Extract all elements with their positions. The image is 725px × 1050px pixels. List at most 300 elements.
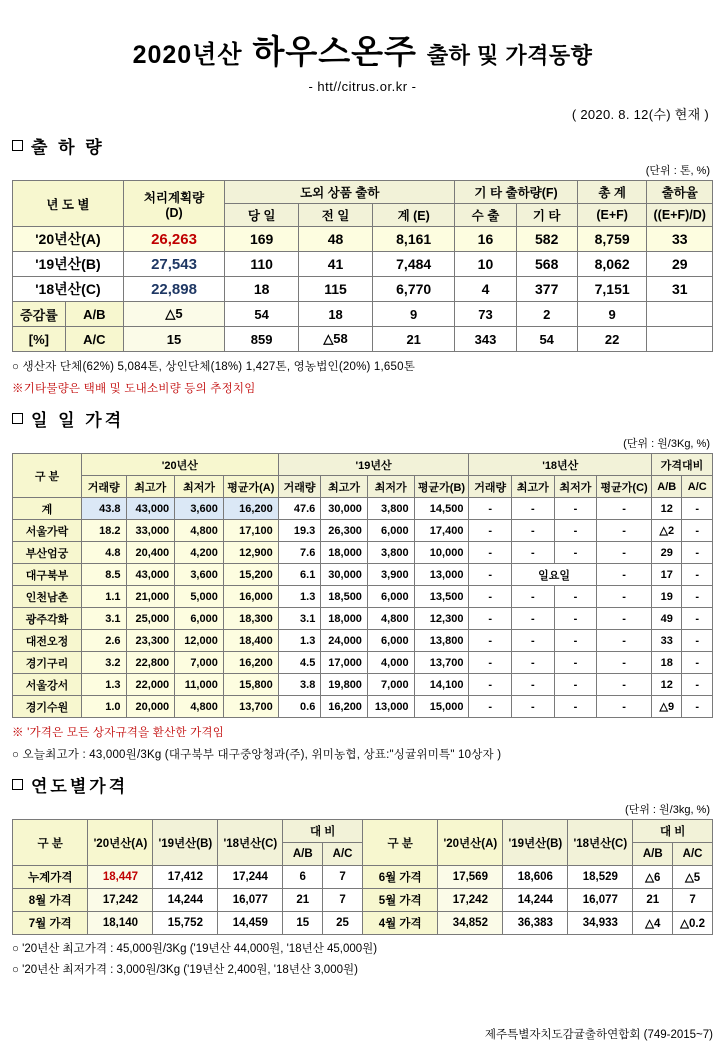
row-label: 인천남촌 [13, 586, 82, 608]
header-vol-20: 거래량 [81, 476, 126, 498]
cell-avg-18: - [597, 586, 652, 608]
cell-vol-18: - [469, 696, 512, 718]
cell-low-19: 6,000 [367, 586, 414, 608]
cell-avg-19: 14,500 [414, 498, 469, 520]
header-year: 년 도 별 [13, 181, 124, 227]
header-avg-b: 평균가(B) [414, 476, 469, 498]
cell-vol-20: 3.1 [81, 608, 126, 630]
cell-avg-19: 13,800 [414, 630, 469, 652]
cell-low-20: 3,600 [175, 498, 224, 520]
header-other: 기 타 출하량(F) [455, 181, 577, 204]
header-y19: '19년산 [278, 454, 469, 476]
daily-price-table [12, 453, 713, 718]
cell-high-20: 21,000 [126, 586, 175, 608]
cell-etc: 582 [516, 227, 577, 252]
cell-plan: 22,898 [123, 277, 224, 302]
section3-note-1: ○ '20년산 최고가격 : 45,000원/3Kg ('19년산 44,000원, '18년산 45,000원) [12, 943, 378, 955]
cell-ac: - [682, 652, 713, 674]
cell-avg-19: 14,100 [414, 674, 469, 696]
cell-ac: - [682, 630, 713, 652]
table-row [13, 912, 713, 935]
cell-ab: 17 [652, 564, 682, 586]
row-label: 대구북부 [13, 564, 82, 586]
cell-y18-right: 16,077 [568, 889, 633, 912]
cell-avg-20: 17,100 [223, 520, 278, 542]
cell-high-19: 24,000 [321, 630, 368, 652]
cell-low-19: 6,000 [367, 520, 414, 542]
cell-plan: △5 [123, 302, 224, 327]
cell-low-20: 5,000 [175, 586, 224, 608]
header-y18-right: '18년산(C) [568, 820, 633, 866]
cell-avg-18: - [597, 674, 652, 696]
cell-avg-18: - [597, 520, 652, 542]
cell-sum-e: 9 [373, 302, 455, 327]
cell-avg-18: - [597, 608, 652, 630]
cell-low-18: - [554, 542, 597, 564]
cell-low-19: 4,000 [367, 652, 414, 674]
header-compare: 가격대비 [652, 454, 713, 476]
row-label-left: 누계가격 [13, 866, 88, 889]
table-row [13, 889, 713, 912]
cell-avg-18: - [597, 498, 652, 520]
cell-avg-20: 12,900 [223, 542, 278, 564]
cell-vol-20: 3.2 [81, 652, 126, 674]
cell-low-18: - [554, 498, 597, 520]
cell-vol-19: 3.1 [278, 608, 321, 630]
header-low-18: 최저가 [554, 476, 597, 498]
growth-label: 증감률 [13, 302, 66, 327]
cell-total: 22 [577, 327, 647, 352]
cell-rate [647, 327, 713, 352]
cell-low-19: 6,000 [367, 630, 414, 652]
row-label: 경기수원 [13, 696, 82, 718]
header-etc: 기 타 [516, 204, 577, 227]
cell-high-20: 20,400 [126, 542, 175, 564]
cell-vol-20: 1.3 [81, 674, 126, 696]
cell-y20-right: 17,569 [438, 866, 503, 889]
cell-export: 10 [455, 252, 516, 277]
header-ab-left: A/B [283, 843, 323, 866]
cell-low-18: - [554, 520, 597, 542]
cell-vol-18: - [469, 498, 512, 520]
cell-y18-left: 14,459 [218, 912, 283, 935]
cell-avg-19: 13,000 [414, 564, 469, 586]
cell-ab-right: 21 [633, 889, 673, 912]
cell-y19-right: 36,383 [503, 912, 568, 935]
cell-plan: 15 [123, 327, 224, 352]
document-title [12, 26, 713, 73]
cell-ac-right: △0.2 [673, 912, 713, 935]
cell-ac-left: 25 [323, 912, 363, 935]
cell-ab-right: △4 [633, 912, 673, 935]
cell-avg-18: - [597, 696, 652, 718]
cell-avg-19: 13,700 [414, 652, 469, 674]
header-export: 수 출 [455, 204, 516, 227]
cell-low-20: 6,000 [175, 608, 224, 630]
cell-low-20: 4,800 [175, 696, 224, 718]
as-of-date: ( 2020. 8. 12(수) 현재 ) [571, 107, 709, 122]
cell-high-19: 18,000 [321, 542, 368, 564]
header-rate: 출하율 [647, 181, 713, 204]
header-total-ef: (E+F) [577, 204, 647, 227]
cell-avg-20: 18,400 [223, 630, 278, 652]
cell-avg-20: 13,700 [223, 696, 278, 718]
cell-high-19: 30,000 [321, 564, 368, 586]
cell-vol-19: 1.3 [278, 630, 321, 652]
cell-vol-20: 1.0 [81, 696, 126, 718]
cell-high-20: 25,000 [126, 608, 175, 630]
cell-y20-left: 18,447 [88, 866, 153, 889]
table-row-growth [13, 302, 713, 327]
header-low-20: 최저가 [175, 476, 224, 498]
cell-sum-e: 7,484 [373, 252, 455, 277]
table-header-row [13, 181, 713, 204]
section2-unit: (단위 : 원/3Kg, %) [623, 438, 710, 450]
header-ac: A/C [682, 476, 713, 498]
cell-rate: 29 [647, 252, 713, 277]
header-avg-c: 평균가(C) [597, 476, 652, 498]
cell-rate [647, 302, 713, 327]
cell-avg-20: 18,300 [223, 608, 278, 630]
cell-ab: 18 [652, 652, 682, 674]
cell-vol-18: - [469, 608, 512, 630]
cell-high-19: 18,000 [321, 608, 368, 630]
header-ab-right: A/B [633, 843, 673, 866]
cell-vol-19: 1.3 [278, 586, 321, 608]
cell-ab: 12 [652, 674, 682, 696]
cell-high-18: - [512, 608, 555, 630]
section-yearlyprice-heading [12, 772, 713, 797]
header-high-20: 최고가 [126, 476, 175, 498]
row-label-left: 7월 가격 [13, 912, 88, 935]
cell-ac-right: △5 [673, 866, 713, 889]
shipment-table [12, 180, 713, 352]
cell-vol-20: 43.8 [81, 498, 126, 520]
cell-avg-19: 17,400 [414, 520, 469, 542]
cell-y20-right: 17,242 [438, 889, 503, 912]
header-plan: 처리계획량 (D) [123, 181, 224, 227]
cell-ab: 29 [652, 542, 682, 564]
cell-vol-18: - [469, 564, 512, 586]
header-today: 당 일 [225, 204, 299, 227]
square-bullet-icon [12, 779, 23, 790]
cell-low-18: - [554, 586, 597, 608]
cell-avg-18: - [597, 652, 652, 674]
cell-sum-e: 6,770 [373, 277, 455, 302]
header-y20-left: '20년산(A) [88, 820, 153, 866]
table-row [13, 277, 713, 302]
cell-prev: 48 [299, 227, 373, 252]
cell-ac: - [682, 674, 713, 696]
section1-note-1: ○ 생산자 단체(62%) 5,084톤, 상인단체(18%) 1,427톤, 영농법인(20%) 1,650톤 [12, 361, 416, 373]
cell-avg-18: - [597, 564, 652, 586]
cell-high-18: 일요일 [512, 564, 597, 586]
cell-vol-19: 19.3 [278, 520, 321, 542]
row-label: '19년산(B) [13, 252, 124, 277]
row-label-right: 4월 가격 [362, 912, 437, 935]
header-y20: '20년산 [81, 454, 278, 476]
cell-high-18: - [512, 498, 555, 520]
cell-high-19: 16,200 [321, 696, 368, 718]
cell-ab: 33 [652, 630, 682, 652]
table-row [13, 542, 713, 564]
cell-prev: △58 [299, 327, 373, 352]
cell-today: 859 [225, 327, 299, 352]
cell-ac: - [682, 586, 713, 608]
header-total: 총 계 [577, 181, 647, 204]
table-header-row [13, 820, 713, 843]
growth-key: A/B [65, 302, 123, 327]
growth-key: A/C [65, 327, 123, 352]
cell-export: 73 [455, 302, 516, 327]
cell-low-18: - [554, 652, 597, 674]
cell-today: 54 [225, 302, 299, 327]
cell-y20-right: 34,852 [438, 912, 503, 935]
row-label: 경기구리 [13, 652, 82, 674]
cell-high-20: 20,000 [126, 696, 175, 718]
section-dailyprice-heading [12, 406, 713, 431]
cell-high-20: 43,000 [126, 564, 175, 586]
cell-high-18: - [512, 586, 555, 608]
cell-today: 18 [225, 277, 299, 302]
header-rate-formula: ((E+F)/D) [647, 204, 713, 227]
cell-low-18: - [554, 696, 597, 718]
cell-export: 343 [455, 327, 516, 352]
cell-avg-20: 16,200 [223, 498, 278, 520]
cell-y19-right: 18,606 [503, 866, 568, 889]
cell-y19-left: 14,244 [153, 889, 218, 912]
cell-y19-left: 17,412 [153, 866, 218, 889]
cell-high-19: 30,000 [321, 498, 368, 520]
cell-plan: 27,543 [123, 252, 224, 277]
cell-etc: 377 [516, 277, 577, 302]
cell-y18-left: 16,077 [218, 889, 283, 912]
cell-low-20: 4,200 [175, 542, 224, 564]
row-label: 광주각화 [13, 608, 82, 630]
row-label: 부산엄궁 [13, 542, 82, 564]
cell-high-19: 18,500 [321, 586, 368, 608]
yearly-price-table [12, 819, 713, 935]
cell-avg-18: - [597, 542, 652, 564]
cell-low-18: - [554, 630, 597, 652]
header-gubun-right: 구 분 [362, 820, 437, 866]
cell-vol-20: 1.1 [81, 586, 126, 608]
cell-vol-18: - [469, 652, 512, 674]
cell-y20-left: 17,242 [88, 889, 153, 912]
header-sum-e: 계 (E) [373, 204, 455, 227]
cell-ac-left: 7 [323, 889, 363, 912]
cell-ac: - [682, 608, 713, 630]
table-row [13, 652, 713, 674]
cell-avg-19: 13,500 [414, 586, 469, 608]
table-row [13, 866, 713, 889]
cell-avg-19: 15,000 [414, 696, 469, 718]
cell-rate: 33 [647, 227, 713, 252]
header-y19-left: '19년산(B) [153, 820, 218, 866]
cell-high-20: 23,300 [126, 630, 175, 652]
table-row [13, 564, 713, 586]
title-sub: 출하 및 가격동향 [426, 43, 593, 68]
cell-high-18: - [512, 520, 555, 542]
header-y19-right: '19년산(B) [503, 820, 568, 866]
cell-high-19: 17,000 [321, 652, 368, 674]
cell-ab: 19 [652, 586, 682, 608]
cell-vol-18: - [469, 674, 512, 696]
cell-vol-18: - [469, 542, 512, 564]
cell-avg-18: - [597, 630, 652, 652]
table-row [13, 252, 713, 277]
cell-total: 9 [577, 302, 647, 327]
organization-footer: 제주특별자치도감귤출하연합회 (749-2015~7) [484, 1029, 713, 1041]
cell-ab: 12 [652, 498, 682, 520]
cell-avg-19: 10,000 [414, 542, 469, 564]
cell-etc: 568 [516, 252, 577, 277]
header-prev: 전 일 [299, 204, 373, 227]
cell-low-20: 3,600 [175, 564, 224, 586]
header-high-18: 최고가 [512, 476, 555, 498]
header-y18: '18년산 [469, 454, 652, 476]
header-ab: A/B [652, 476, 682, 498]
header-compare-left: 대 비 [283, 820, 363, 843]
table-header-row [13, 454, 713, 476]
cell-today: 169 [225, 227, 299, 252]
cell-vol-18: - [469, 520, 512, 542]
cell-export: 16 [455, 227, 516, 252]
cell-ab-left: 21 [283, 889, 323, 912]
cell-high-18: - [512, 542, 555, 564]
table-row [13, 586, 713, 608]
cell-etc: 2 [516, 302, 577, 327]
header-high-19: 최고가 [321, 476, 368, 498]
row-label: 서울가락 [13, 520, 82, 542]
title-year: 2020년산 [132, 41, 243, 69]
cell-ab: 49 [652, 608, 682, 630]
cell-y18-right: 34,933 [568, 912, 633, 935]
cell-ac: - [682, 498, 713, 520]
cell-low-19: 4,800 [367, 608, 414, 630]
cell-high-18: - [512, 652, 555, 674]
cell-y18-right: 18,529 [568, 866, 633, 889]
row-label-right: 6월 가격 [362, 866, 437, 889]
cell-low-20: 12,000 [175, 630, 224, 652]
cell-low-18: - [554, 608, 597, 630]
cell-vol-20: 18.2 [81, 520, 126, 542]
cell-high-20: 43,000 [126, 498, 175, 520]
cell-high-18: - [512, 630, 555, 652]
row-label: 대전오정 [13, 630, 82, 652]
cell-y18-left: 17,244 [218, 866, 283, 889]
row-label: '18년산(C) [13, 277, 124, 302]
header-ac-left: A/C [323, 843, 363, 866]
cell-vol-20: 8.5 [81, 564, 126, 586]
cell-ab-right: △6 [633, 866, 673, 889]
cell-ac-right: 7 [673, 889, 713, 912]
cell-avg-20: 15,800 [223, 674, 278, 696]
cell-low-18: - [554, 674, 597, 696]
cell-ac: - [682, 542, 713, 564]
table-row [13, 520, 713, 542]
section3-note-2: ○ '20년산 최저가격 : 3,000원/3Kg ('19년산 2,400원, '18년산 3,000원) [12, 964, 358, 976]
cell-vol-19: 4.5 [278, 652, 321, 674]
cell-high-20: 33,000 [126, 520, 175, 542]
cell-vol-19: 7.6 [278, 542, 321, 564]
square-bullet-icon [12, 413, 23, 424]
cell-low-19: 7,000 [367, 674, 414, 696]
table-row [13, 630, 713, 652]
section2-note-1: ※ '가격은 모든 상자규격을 환산한 가격임 [12, 727, 225, 739]
square-bullet-icon [12, 140, 23, 151]
cell-ac: - [682, 696, 713, 718]
cell-ab: △2 [652, 520, 682, 542]
cell-prev: 41 [299, 252, 373, 277]
cell-high-20: 22,800 [126, 652, 175, 674]
cell-avg-19: 12,300 [414, 608, 469, 630]
section1-note-2: ※기타물량은 택배 및 도내소비량 등의 추정치임 [12, 383, 256, 395]
cell-low-20: 4,800 [175, 520, 224, 542]
cell-ab-left: 15 [283, 912, 323, 935]
section2-note-2: ○ 오늘최고가 : 43,000원/3Kg (대구북부 대구중앙청과(주), 위미농협, 상표:"싱귤위미특" 10상자 ) [12, 749, 502, 761]
cell-vol-18: - [469, 630, 512, 652]
cell-total: 8,759 [577, 227, 647, 252]
site-url: - htt//citrus.or.kr - [308, 79, 417, 94]
cell-ac: - [682, 564, 713, 586]
header-vol-19: 거래량 [278, 476, 321, 498]
cell-vol-19: 3.8 [278, 674, 321, 696]
cell-prev: 18 [299, 302, 373, 327]
row-label: 계 [13, 498, 82, 520]
cell-ac: - [682, 520, 713, 542]
row-label-left: 8월 가격 [13, 889, 88, 912]
cell-ab: △9 [652, 696, 682, 718]
cell-low-19: 3,800 [367, 542, 414, 564]
cell-vol-20: 2.6 [81, 630, 126, 652]
cell-total: 7,151 [577, 277, 647, 302]
table-row [13, 674, 713, 696]
table-row [13, 696, 713, 718]
cell-high-19: 26,300 [321, 520, 368, 542]
header-ac-right: A/C [673, 843, 713, 866]
pct-label: [%] [13, 327, 66, 352]
cell-vol-20: 4.8 [81, 542, 126, 564]
section1-title: 출 하 량 [31, 138, 105, 157]
cell-low-20: 11,000 [175, 674, 224, 696]
header-compare-right: 대 비 [633, 820, 713, 843]
header-avg-a: 평균가(A) [223, 476, 278, 498]
cell-avg-20: 16,000 [223, 586, 278, 608]
cell-high-19: 19,800 [321, 674, 368, 696]
section1-unit: (단위 : 톤, %) [645, 165, 710, 177]
cell-plan: 26,263 [123, 227, 224, 252]
header-gubun-left: 구 분 [13, 820, 88, 866]
table-row [13, 227, 713, 252]
cell-vol-19: 0.6 [278, 696, 321, 718]
cell-low-19: 13,000 [367, 696, 414, 718]
table-row [13, 608, 713, 630]
section3-title: 연도별가격 [31, 777, 129, 796]
header-vol-18: 거래량 [469, 476, 512, 498]
cell-today: 110 [225, 252, 299, 277]
header-gubun: 구 분 [13, 454, 82, 498]
row-label: '20년산(A) [13, 227, 124, 252]
cell-vol-18: - [469, 586, 512, 608]
cell-total: 8,062 [577, 252, 647, 277]
cell-sum-e: 21 [373, 327, 455, 352]
row-label: 서울강서 [13, 674, 82, 696]
cell-high-18: - [512, 674, 555, 696]
row-label-right: 5월 가격 [362, 889, 437, 912]
cell-y19-left: 15,752 [153, 912, 218, 935]
cell-export: 4 [455, 277, 516, 302]
